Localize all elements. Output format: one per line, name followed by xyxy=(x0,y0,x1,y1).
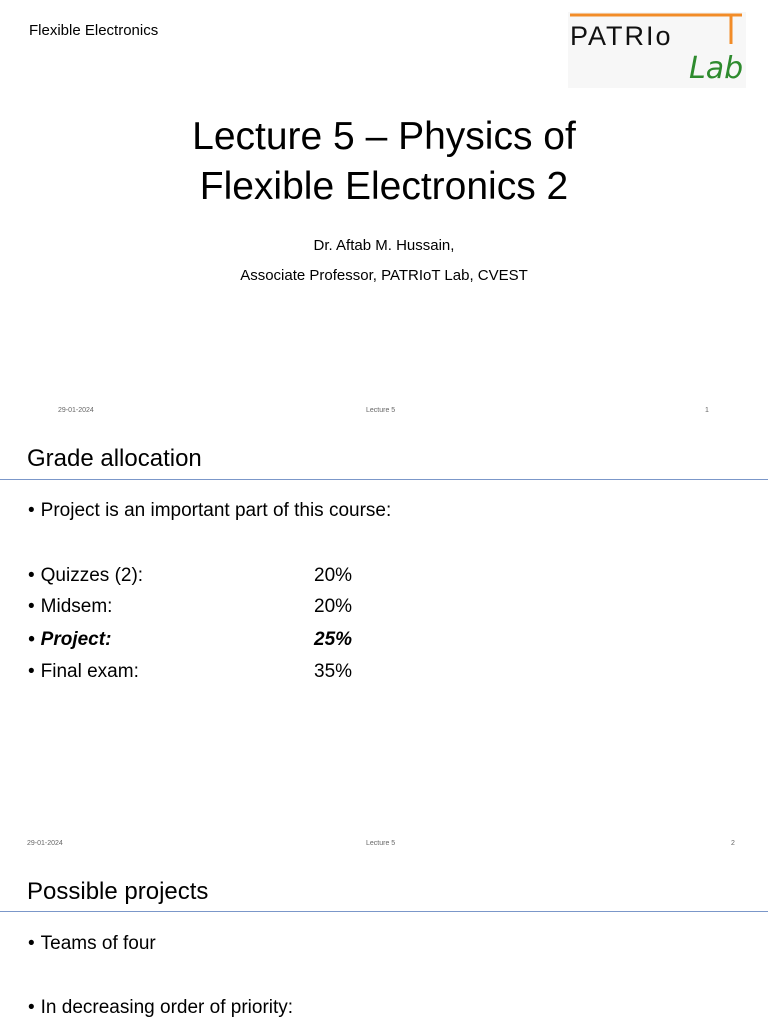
footer-page-2: 2 xyxy=(731,840,735,847)
bullet-dot: • xyxy=(28,629,35,650)
grade-item-quizzes xyxy=(28,564,143,588)
grade-item-midsem xyxy=(28,595,112,619)
grade-item-project xyxy=(28,628,111,652)
grade-allocation-heading: Grade allocation xyxy=(27,445,202,472)
grade-label: Midsem: xyxy=(40,596,113,617)
footer-lecture-2: Lecture 5 xyxy=(366,840,396,847)
grade-value-project: 25% xyxy=(314,629,353,650)
bullet-dot: • xyxy=(28,500,35,521)
footer-page-1: 1 xyxy=(705,407,709,414)
patriot-lab-logo xyxy=(568,12,746,88)
bullet-dot: • xyxy=(28,997,35,1018)
logo-graphic xyxy=(568,12,746,88)
author-block xyxy=(0,231,768,291)
bullet-dot: • xyxy=(28,661,35,682)
grade-label: Project: xyxy=(40,629,112,650)
heading-rule-2 xyxy=(0,479,768,480)
slide-header-title: Flexible Electronics xyxy=(29,22,159,39)
possible-projects-heading: Possible projects xyxy=(27,878,209,905)
intro-text: Project is an important part of this course: xyxy=(40,500,392,521)
svg-text:PATRIo: PATRIo xyxy=(570,21,673,51)
heading-rule-3 xyxy=(0,911,768,912)
footer-lecture-1: Lecture 5 xyxy=(366,407,396,414)
lecture-title xyxy=(0,112,768,212)
project-bullet-teams xyxy=(28,932,156,956)
bullet-dot: • xyxy=(28,565,35,586)
author-affiliation: Associate Professor, PATRIoT Lab, CVEST xyxy=(240,267,528,284)
footer-date-2: 29-01-2024 xyxy=(27,840,63,847)
footer-date-1: 29-01-2024 xyxy=(58,407,94,414)
grade-value-final-exam: 35% xyxy=(314,661,353,682)
svg-text:Lab: Lab xyxy=(689,51,744,86)
grade-value-quizzes: 20% xyxy=(314,565,353,586)
bullet-dot: • xyxy=(28,596,35,617)
lecture-title-line-2: Flexible Electronics 2 xyxy=(199,165,569,208)
bullet-text: Teams of four xyxy=(40,933,156,954)
grade-item-final-exam xyxy=(28,660,139,684)
project-bullet-priority xyxy=(28,996,293,1020)
grade-value-midsem: 20% xyxy=(314,596,353,617)
intro-bullet xyxy=(28,499,391,523)
grade-label: Final exam: xyxy=(40,661,139,682)
grade-label: Quizzes (2): xyxy=(40,565,144,586)
bullet-dot: • xyxy=(28,933,35,954)
author-name: Dr. Aftab M. Hussain, xyxy=(313,237,455,254)
lecture-title-line-1: Lecture 5 – Physics of xyxy=(192,115,576,158)
bullet-text: In decreasing order of priority: xyxy=(40,997,294,1018)
